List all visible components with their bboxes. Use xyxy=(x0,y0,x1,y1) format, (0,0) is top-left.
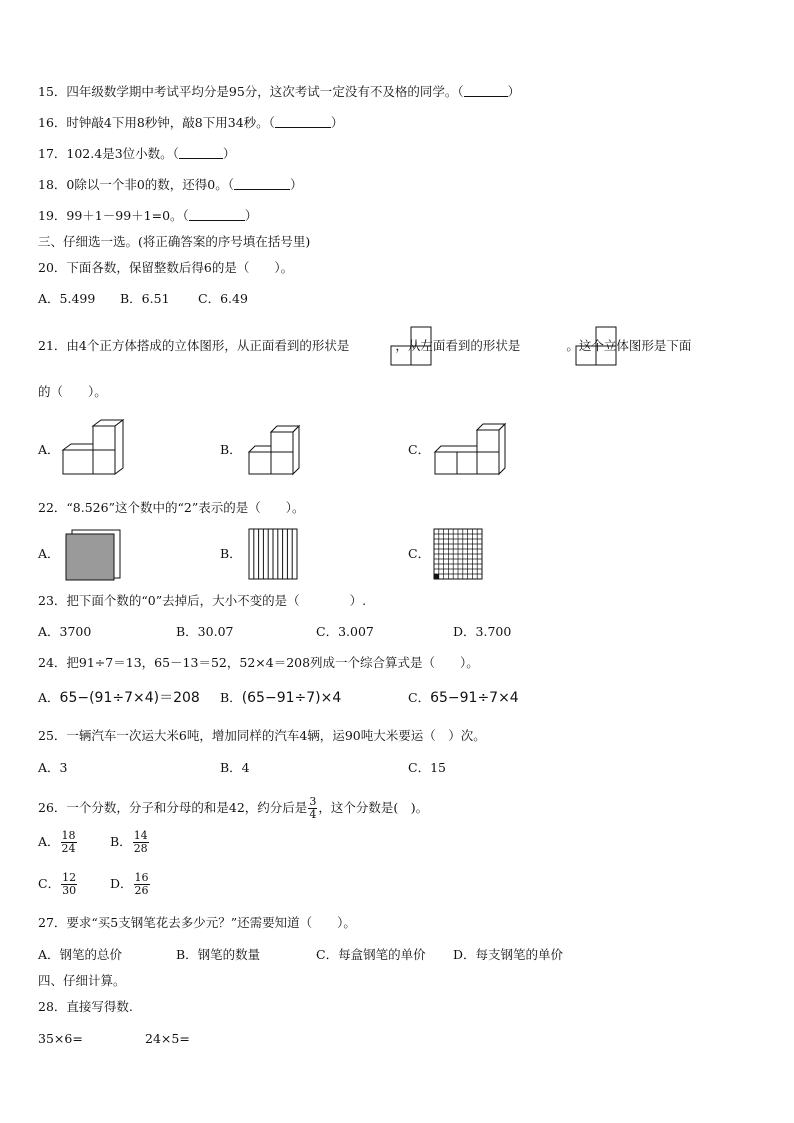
option-c[interactable]: C． $\frac{12}{30}$ xyxy=(38,871,77,897)
question-16: 16．时钟敲4下用8秒钟，敲8下用34秒。（ ） xyxy=(38,115,344,130)
option-b[interactable]: B．4 xyxy=(220,760,250,775)
option-c[interactable]: C．15 xyxy=(408,760,446,775)
answer-blank[interactable] xyxy=(464,84,508,97)
fraction: $\frac{3}{4}$ xyxy=(309,795,317,821)
question-20: 20．下面各数，保留整数后得6的是（ ）。 xyxy=(38,260,294,275)
option-b[interactable]: B． xyxy=(220,546,242,561)
question-28: 28．直接写得数. xyxy=(38,999,133,1014)
option-c[interactable]: C． xyxy=(408,546,431,561)
option-c[interactable]: C．65−91÷7×4 xyxy=(408,690,519,706)
whole-square-figure xyxy=(64,528,122,582)
calc-item[interactable]: 35×6= xyxy=(38,1031,83,1046)
option-a[interactable]: A．3 xyxy=(38,760,68,775)
question-22: 22．“8.526”这个数中的“2”表示的是（ ）。 xyxy=(38,500,305,515)
question-21: 21．由4个正方体搭成的立体图形，从正面看到的形状是 ，从左面看到的形状是 。这个立体图形是下面 xyxy=(38,338,692,353)
option-a[interactable]: A． xyxy=(38,442,60,457)
option-c[interactable]: C．3.007 xyxy=(316,624,374,639)
question-21-cont: 的（ ）。 xyxy=(38,384,107,399)
tenths-strips-figure xyxy=(247,527,299,581)
section-heading-4: 四、仔细计算。 xyxy=(38,973,126,988)
option-a[interactable]: A． xyxy=(38,546,60,561)
question-15: 15．四年级数学期中考试平均分是95分，这次考试一定没有不及格的同学。（ ） xyxy=(38,84,521,99)
question-19: 19．99＋1－99＋1=0。（ ） xyxy=(38,208,258,223)
question-27: 27．要求“买5支钢笔花去多少元？”还需要知道（ ）。 xyxy=(38,915,356,930)
cube-figure-b xyxy=(246,424,304,476)
option-b[interactable]: B．(65−91÷7)×4 xyxy=(220,690,342,706)
question-23: 23．把下面个数的“0”去掉后，大小不变的是（ ）. xyxy=(38,593,367,608)
option-a[interactable]: A．5.499 xyxy=(38,291,96,306)
option-b[interactable]: B．6.51 xyxy=(120,291,170,306)
answer-blank[interactable] xyxy=(179,146,223,159)
answer-blank[interactable] xyxy=(275,115,331,128)
option-c[interactable]: C．每盒钢笔的单价 xyxy=(316,947,426,962)
question-26: 26．一个分数，分子和分母的和是42，约分后是 $\frac{3}{4}$ ，这个分数是( )。 xyxy=(38,795,429,821)
answer-blank[interactable] xyxy=(234,177,290,190)
option-a[interactable]: A． $\frac{18}{24}$ xyxy=(38,829,76,855)
option-b[interactable]: B． xyxy=(220,442,242,457)
option-c[interactable]: C．6.49 xyxy=(198,291,248,306)
option-a[interactable]: A．3700 xyxy=(38,624,92,639)
option-b[interactable]: B．钢笔的数量 xyxy=(176,947,261,962)
option-a[interactable]: A．65−(91÷7×4)＝208 xyxy=(38,690,200,706)
question-25: 25．一辆汽车一次运大米6吨，增加同样的汽车4辆，运90吨大米要运（ ）次。 xyxy=(38,728,486,743)
option-c[interactable]: C． xyxy=(408,442,431,457)
question-17: 17．102.4是3位小数。（ ） xyxy=(38,146,236,161)
cube-figure-c xyxy=(432,422,508,476)
option-b[interactable]: B．30.07 xyxy=(176,624,234,639)
option-d[interactable]: D．3.700 xyxy=(453,624,512,639)
left-view-figure xyxy=(575,326,619,366)
section-heading-3: 三、仔细选一选。(将正确答案的序号填在括号里) xyxy=(38,234,311,249)
front-view-figure xyxy=(390,326,434,366)
option-d[interactable]: D．每支钢笔的单价 xyxy=(453,947,564,962)
calc-item[interactable]: 24×5= xyxy=(145,1031,190,1046)
question-18: 18．0除以一个非0的数，还得0。（ ） xyxy=(38,177,303,192)
option-a[interactable]: A．钢笔的总价 xyxy=(38,947,123,962)
question-24: 24．把91÷7＝13，65－13＝52，52×4＝208列成一个综合算式是（ ）。 xyxy=(38,655,479,670)
option-d[interactable]: D． $\frac{16}{26}$ xyxy=(110,871,149,897)
option-b[interactable]: B． $\frac{14}{28}$ xyxy=(110,829,148,855)
cube-figure-a xyxy=(60,418,128,478)
hundredths-grid-figure xyxy=(432,527,484,581)
answer-blank[interactable] xyxy=(189,208,245,221)
